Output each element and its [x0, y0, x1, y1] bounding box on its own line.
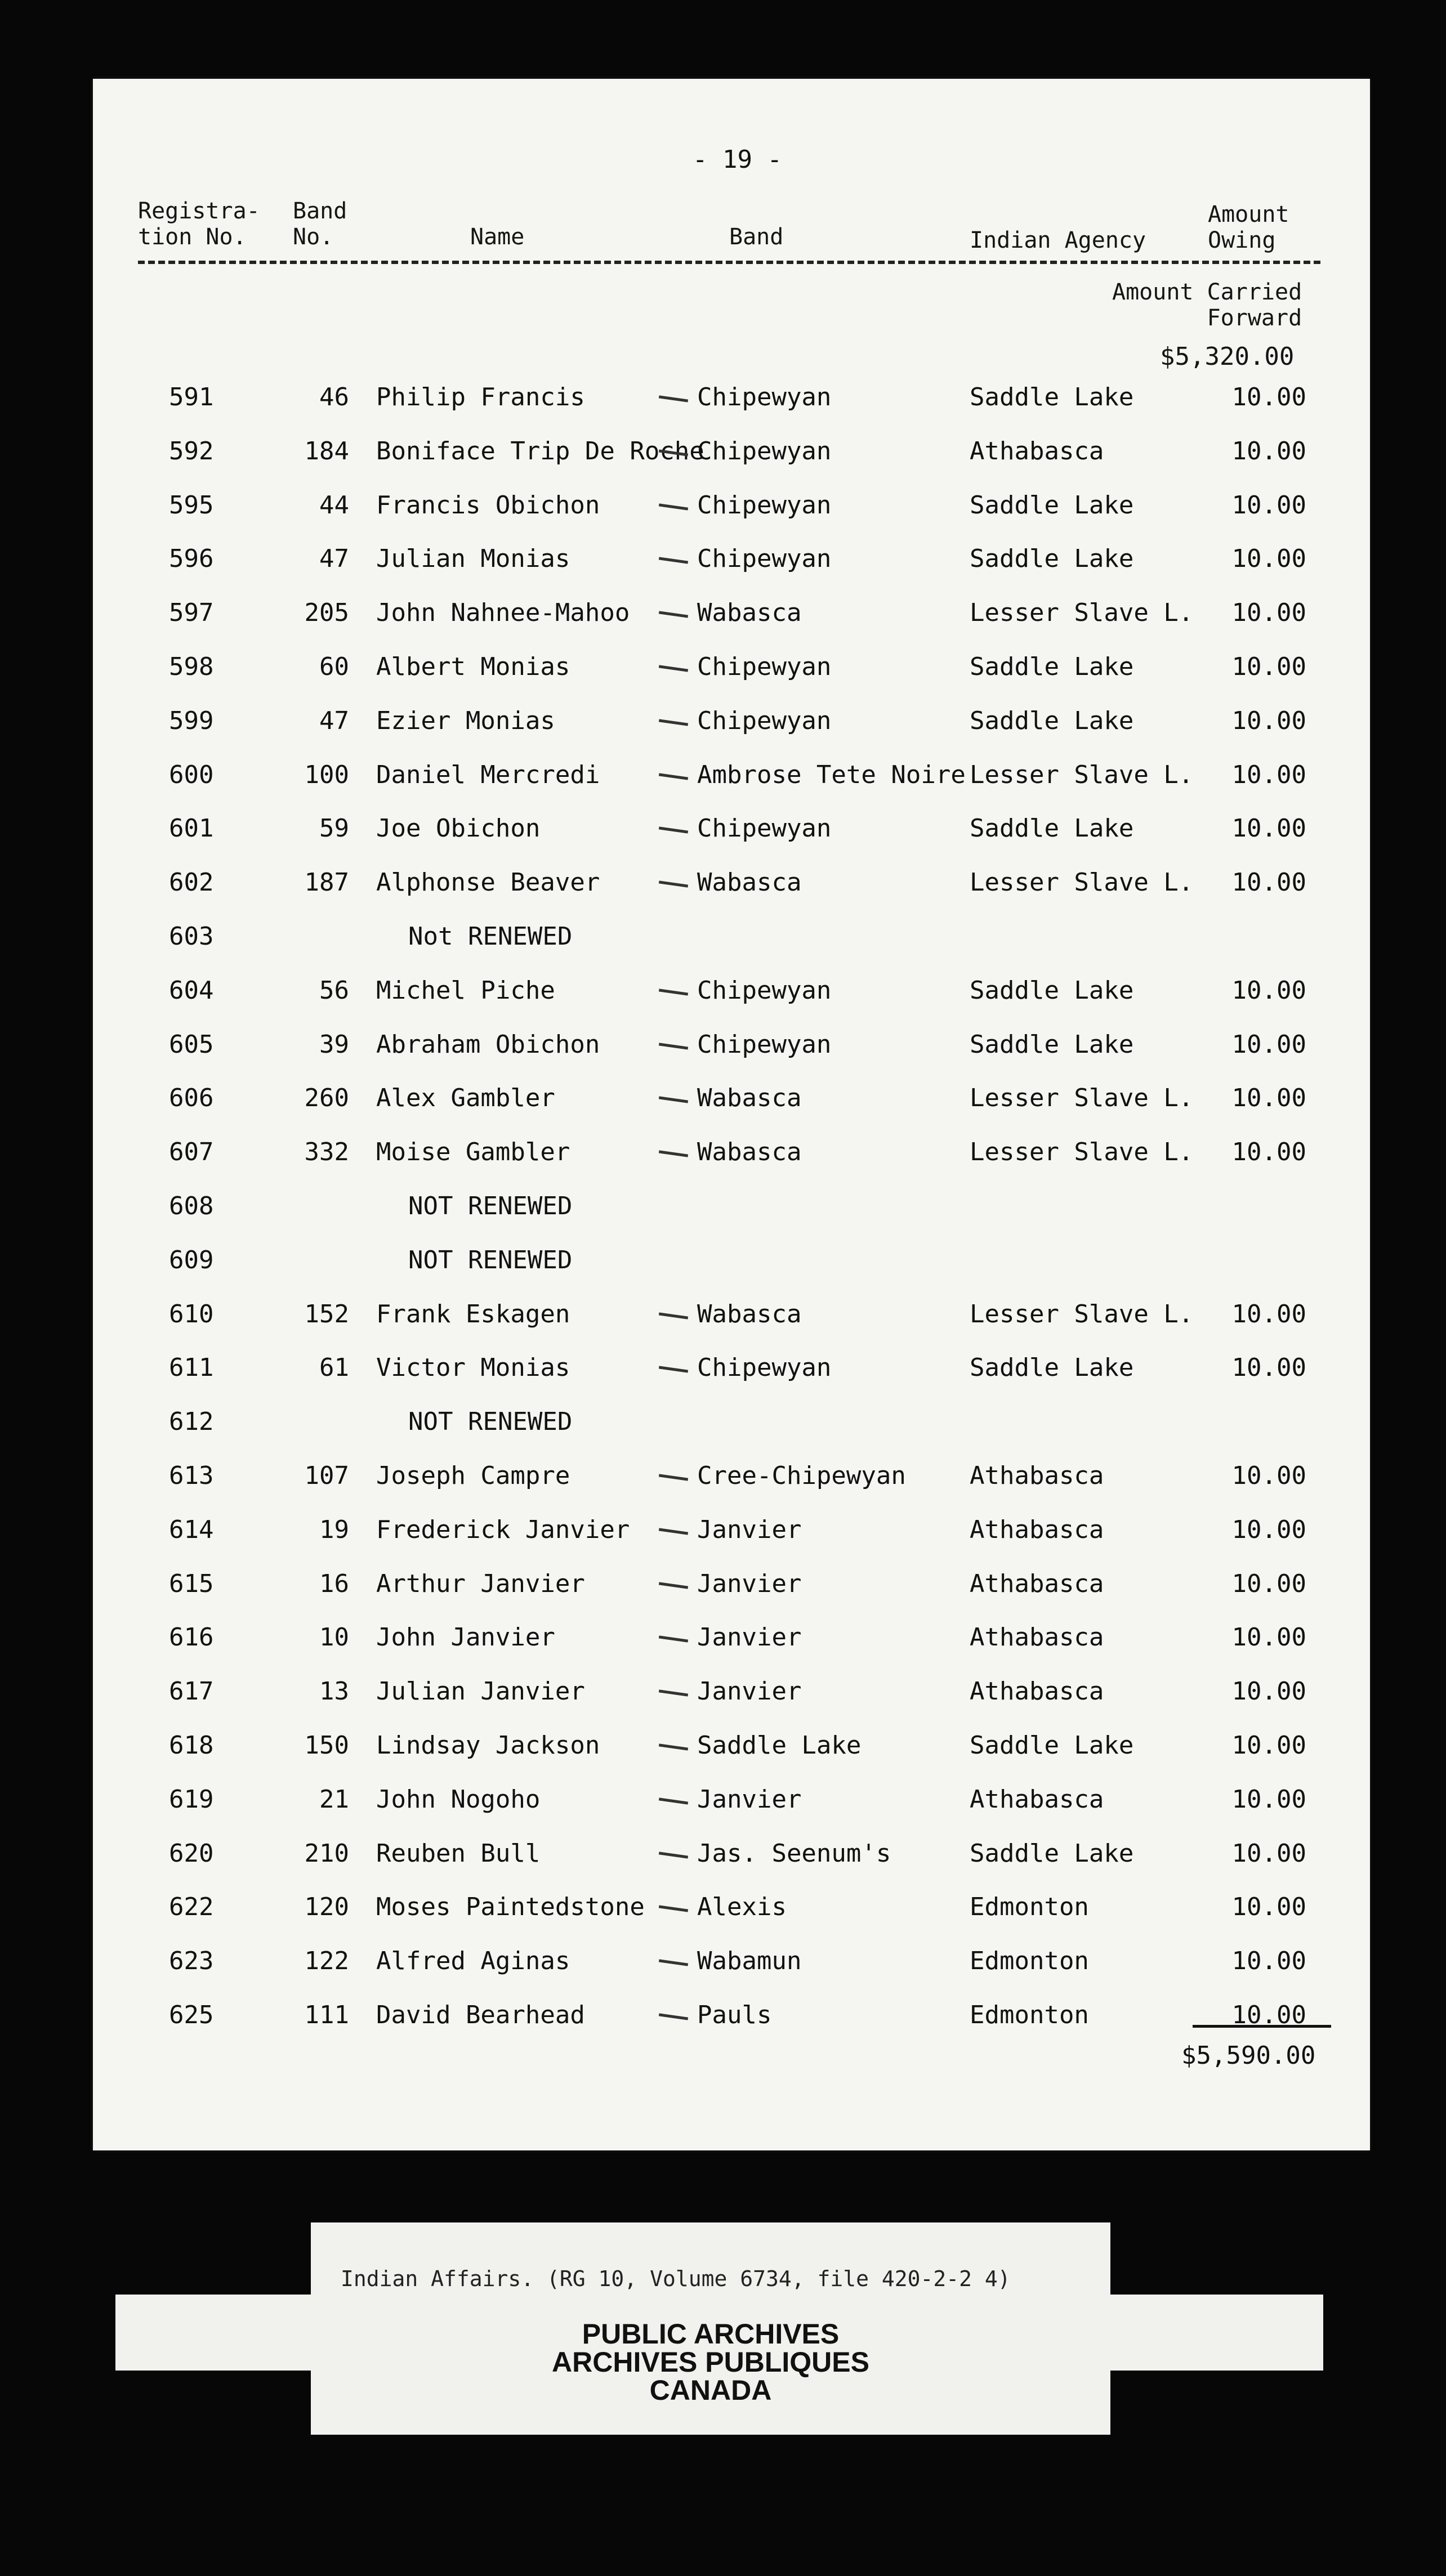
registration-no-cell: 610	[169, 1300, 214, 1329]
amount-cell: 10.00	[1231, 1947, 1306, 1975]
band-cell: Ambrose Tete Noire	[697, 761, 966, 789]
band-no-cell: 16	[319, 1569, 349, 1598]
agency-cell: Edmonton	[970, 1893, 1089, 1921]
table-row	[0, 706, 1446, 740]
page-number: - 19 -	[693, 145, 782, 174]
amount-cell: 10.00	[1231, 868, 1306, 897]
check-mark	[659, 395, 688, 402]
check-mark	[659, 773, 688, 780]
archive-line-2: ARCHIVES PUBLIQUES	[552, 2346, 869, 2378]
registration-no-cell: 598	[169, 652, 214, 681]
band-cell: Wabasca	[697, 1084, 802, 1112]
check-mark	[659, 1043, 688, 1049]
table-row	[0, 868, 1446, 902]
agency-cell: Saddle Lake	[970, 491, 1134, 520]
table-row	[0, 761, 1446, 794]
name-cell: Julian Janvier	[376, 1677, 585, 1706]
check-mark	[659, 1312, 688, 1319]
amount-cell: 10.00	[1231, 1461, 1306, 1490]
name-cell: Arthur Janvier	[376, 1569, 585, 1598]
band-cell: Chipewyan	[697, 814, 832, 843]
check-mark	[659, 1635, 688, 1642]
amount-cell: 10.00	[1231, 1839, 1306, 1868]
name-cell: Joseph Campre	[376, 1461, 570, 1490]
check-mark	[659, 1096, 688, 1103]
total-amount: $5,590.00	[1181, 2041, 1316, 2070]
agency-cell: Saddle Lake	[970, 544, 1134, 573]
band-no-cell: 21	[319, 1785, 349, 1814]
table-row	[0, 1353, 1446, 1387]
table-row	[0, 1030, 1446, 1064]
table-row	[0, 1084, 1446, 1117]
agency-cell: Athabasca	[970, 437, 1104, 466]
band-cell: Wabasca	[697, 868, 802, 897]
amount-cell: 10.00	[1231, 1030, 1306, 1059]
agency-cell: Athabasca	[970, 1569, 1104, 1598]
registration-no-cell: 613	[169, 1461, 214, 1490]
archive-citation: Indian Affairs. (RG 10, Volume 6734, file 420-2-2 4)	[341, 2266, 1011, 2291]
band-no-cell: 210	[304, 1839, 349, 1868]
check-mark	[659, 2013, 688, 2020]
total-rule	[1193, 2025, 1331, 2028]
table-row	[0, 976, 1446, 1010]
archive-line-1: PUBLIC ARCHIVES	[582, 2318, 840, 2350]
band-no-cell: 13	[319, 1677, 349, 1706]
name-cell: John Nogoho	[376, 1785, 541, 1814]
name-cell: Reuben Bull	[376, 1839, 541, 1868]
agency-cell: Saddle Lake	[970, 1353, 1134, 1382]
name-cell: John Nahnee-Mahoo	[376, 598, 630, 627]
registration-no-cell: 606	[169, 1084, 214, 1112]
check-mark	[659, 1959, 688, 1966]
band-cell: Chipewyan	[697, 1353, 832, 1382]
registration-no-cell: 617	[169, 1677, 214, 1706]
amount-cell: 10.00	[1231, 1785, 1306, 1814]
name-cell: Frank Eskagen	[376, 1300, 570, 1329]
check-mark	[659, 1905, 688, 1912]
band-no-cell: 205	[304, 598, 349, 627]
amount-cell: 10.00	[1231, 706, 1306, 735]
agency-cell: Saddle Lake	[970, 976, 1134, 1005]
table-row	[0, 544, 1446, 578]
table-row	[0, 1893, 1446, 1926]
name-cell: Victor Monias	[376, 1353, 570, 1382]
table-row	[0, 1677, 1446, 1711]
header-name: Name	[470, 224, 525, 250]
band-no-cell: 39	[319, 1030, 349, 1059]
name-cell: Lindsay Jackson	[376, 1731, 600, 1760]
band-cell: Saddle Lake	[697, 1731, 862, 1760]
amount-cell: 10.00	[1231, 1677, 1306, 1706]
check-mark	[659, 557, 688, 564]
band-no-cell: 47	[319, 706, 349, 735]
agency-cell: Edmonton	[970, 2001, 1089, 2029]
amount-cell: 10.00	[1231, 1731, 1306, 1760]
band-no-cell: 47	[319, 544, 349, 573]
check-mark	[659, 880, 688, 887]
carried-forward-amount: $5,320.00	[1160, 342, 1295, 371]
band-no-cell: 332	[304, 1138, 349, 1166]
band-no-cell: 10	[319, 1623, 349, 1652]
name-cell: Alfred Aginas	[376, 1947, 570, 1975]
table-row	[0, 383, 1446, 417]
amount-cell: 10.00	[1231, 544, 1306, 573]
band-cell: Chipewyan	[697, 652, 832, 681]
amount-cell: 10.00	[1231, 1300, 1306, 1329]
agency-cell: Athabasca	[970, 1623, 1104, 1652]
name-cell: Joe Obichon	[376, 814, 541, 843]
amount-cell: 10.00	[1231, 491, 1306, 520]
registration-no-cell: 607	[169, 1138, 214, 1166]
amount-cell: 10.00	[1231, 2001, 1306, 2029]
registration-no-cell: 602	[169, 868, 214, 897]
agency-cell: Saddle Lake	[970, 1030, 1134, 1059]
band-cell: Janvier	[697, 1623, 802, 1652]
name-cell: Frederick Janvier	[376, 1515, 630, 1544]
name-cell: Philip Francis	[376, 383, 585, 412]
registration-no-cell: 612	[169, 1407, 214, 1436]
band-no-cell: 111	[304, 2001, 349, 2029]
registration-no-cell: 601	[169, 814, 214, 843]
registration-no-cell: 625	[169, 2001, 214, 2029]
table-row	[0, 491, 1446, 525]
registration-no-cell: 604	[169, 976, 214, 1005]
registration-no-cell: 622	[169, 1893, 214, 1921]
table-row	[0, 1731, 1446, 1765]
table-row	[0, 1515, 1446, 1549]
band-no-cell: 260	[304, 1084, 349, 1112]
band-cell: Chipewyan	[697, 1030, 832, 1059]
not-renewed-note: NOT RENEWED	[408, 1192, 573, 1220]
band-cell: Chipewyan	[697, 383, 832, 412]
agency-cell: Lesser Slave L.	[970, 1084, 1194, 1112]
amount-cell: 10.00	[1231, 652, 1306, 681]
registration-no-cell: 618	[169, 1731, 214, 1760]
name-cell: Daniel Mercredi	[376, 761, 600, 789]
table-row	[0, 1569, 1446, 1603]
check-mark	[659, 1150, 688, 1157]
amount-cell: 10.00	[1231, 976, 1306, 1005]
band-no-cell: 56	[319, 976, 349, 1005]
check-mark	[659, 719, 688, 726]
band-cell: Wabamun	[697, 1947, 802, 1975]
check-mark	[659, 1797, 688, 1804]
registration-no-cell: 616	[169, 1623, 214, 1652]
amount-cell: 10.00	[1231, 383, 1306, 412]
band-cell: Alexis	[697, 1893, 787, 1921]
band-no-cell: 120	[304, 1893, 349, 1921]
band-cell: Cree-Chipewyan	[697, 1461, 906, 1490]
registration-no-cell: 592	[169, 437, 214, 466]
amount-cell: 10.00	[1231, 1893, 1306, 1921]
agency-cell: Saddle Lake	[970, 383, 1134, 412]
registration-no-cell: 591	[169, 383, 214, 412]
archive-line-3: CANADA	[649, 2374, 772, 2406]
table-row	[0, 1623, 1446, 1657]
not-renewed-note: Not RENEWED	[408, 922, 573, 951]
agency-cell: Athabasca	[970, 1785, 1104, 1814]
amount-cell: 10.00	[1231, 1515, 1306, 1544]
agency-cell: Edmonton	[970, 1947, 1089, 1975]
band-no-cell: 60	[319, 652, 349, 681]
band-no-cell: 187	[304, 868, 349, 897]
table-row	[0, 922, 1446, 956]
check-mark	[659, 665, 688, 672]
name-cell: Abraham Obichon	[376, 1030, 600, 1059]
band-no-cell: 59	[319, 814, 349, 843]
table-row	[0, 437, 1446, 471]
name-cell: Michel Piche	[376, 976, 555, 1005]
table-row	[0, 1785, 1446, 1819]
table-row	[0, 598, 1446, 632]
agency-cell: Athabasca	[970, 1677, 1104, 1706]
name-cell: Alex Gambler	[376, 1084, 555, 1112]
check-mark	[659, 611, 688, 618]
band-no-cell: 184	[304, 437, 349, 466]
header-amount-owing: Amount Owing	[1208, 202, 1289, 253]
table-row	[0, 1461, 1446, 1495]
registration-no-cell: 609	[169, 1246, 214, 1274]
registration-no-cell: 597	[169, 598, 214, 627]
band-cell: Janvier	[697, 1677, 802, 1706]
agency-cell: Lesser Slave L.	[970, 598, 1194, 627]
name-cell: Moise Gambler	[376, 1138, 570, 1166]
header-indian-agency: Indian Agency	[970, 227, 1146, 253]
name-cell: Ezier Monias	[376, 706, 555, 735]
name-cell: John Janvier	[376, 1623, 555, 1652]
registration-no-cell: 615	[169, 1569, 214, 1598]
check-mark	[659, 1528, 688, 1535]
agency-cell: Saddle Lake	[970, 652, 1134, 681]
agency-cell: Saddle Lake	[970, 706, 1134, 735]
registration-no-cell: 605	[169, 1030, 214, 1059]
agency-cell: Lesser Slave L.	[970, 1300, 1194, 1329]
table-row	[0, 1246, 1446, 1280]
name-cell: Alphonse Beaver	[376, 868, 600, 897]
check-mark	[659, 989, 688, 995]
table-row	[0, 814, 1446, 848]
band-cell: Wabasca	[697, 1138, 802, 1166]
band-cell: Chipewyan	[697, 976, 832, 1005]
band-cell: Wabasca	[697, 1300, 802, 1329]
agency-cell: Saddle Lake	[970, 1839, 1134, 1868]
registration-no-cell: 619	[169, 1785, 214, 1814]
amount-cell: 10.00	[1231, 437, 1306, 466]
header-registration-no: Registra- tion No.	[138, 198, 260, 250]
registration-no-cell: 614	[169, 1515, 214, 1544]
name-cell: David Bearhead	[376, 2001, 585, 2029]
registration-no-cell: 595	[169, 491, 214, 520]
table-row	[0, 1192, 1446, 1226]
agency-cell: Athabasca	[970, 1515, 1104, 1544]
amount-cell: 10.00	[1231, 761, 1306, 789]
agency-cell: Lesser Slave L.	[970, 1138, 1194, 1166]
band-cell: Chipewyan	[697, 706, 832, 735]
table-row	[0, 1947, 1446, 1980]
agency-cell: Athabasca	[970, 1461, 1104, 1490]
band-cell: Chipewyan	[697, 491, 832, 520]
band-cell: Wabasca	[697, 598, 802, 627]
registration-no-cell: 599	[169, 706, 214, 735]
table-row	[0, 652, 1446, 686]
table-row	[0, 1138, 1446, 1171]
amount-cell: 10.00	[1231, 814, 1306, 843]
registration-no-cell: 596	[169, 544, 214, 573]
band-no-cell: 44	[319, 491, 349, 520]
registration-no-cell: 620	[169, 1839, 214, 1868]
name-cell: Albert Monias	[376, 652, 570, 681]
band-no-cell: 61	[319, 1353, 349, 1382]
not-renewed-note: NOT RENEWED	[408, 1407, 573, 1436]
band-no-cell: 150	[304, 1731, 349, 1760]
band-cell: Janvier	[697, 1569, 802, 1598]
check-mark	[659, 503, 688, 510]
band-no-cell: 46	[319, 383, 349, 412]
header-band: Band	[729, 224, 784, 250]
band-no-cell: 122	[304, 1947, 349, 1975]
amount-cell: 10.00	[1231, 598, 1306, 627]
agency-cell: Lesser Slave L.	[970, 761, 1194, 789]
check-mark	[659, 1743, 688, 1750]
not-renewed-note: NOT RENEWED	[408, 1246, 573, 1274]
registration-no-cell: 600	[169, 761, 214, 789]
amount-cell: 10.00	[1231, 1138, 1306, 1166]
band-cell: Chipewyan	[697, 544, 832, 573]
check-mark	[659, 1366, 688, 1372]
band-no-cell: 100	[304, 761, 349, 789]
table-row	[0, 1300, 1446, 1334]
band-no-cell: 19	[319, 1515, 349, 1544]
header-band-no: Band No.	[293, 198, 347, 250]
check-mark	[659, 826, 688, 833]
band-cell: Janvier	[697, 1785, 802, 1814]
band-cell: Chipewyan	[697, 437, 832, 466]
name-cell: Moses Paintedstone	[376, 1893, 645, 1921]
check-mark	[659, 1689, 688, 1696]
name-cell: Boniface Trip De Roche	[376, 437, 704, 466]
table-row	[0, 2001, 1446, 2034]
band-no-cell: 107	[304, 1461, 349, 1490]
registration-no-cell: 623	[169, 1947, 214, 1975]
amount-cell: 10.00	[1231, 1623, 1306, 1652]
registration-no-cell: 608	[169, 1192, 214, 1220]
agency-cell: Saddle Lake	[970, 814, 1134, 843]
band-cell: Janvier	[697, 1515, 802, 1544]
check-mark	[659, 1852, 688, 1858]
agency-cell: Lesser Slave L.	[970, 868, 1194, 897]
registration-no-cell: 603	[169, 922, 214, 951]
band-no-cell: 152	[304, 1300, 349, 1329]
table-row	[0, 1839, 1446, 1873]
check-mark	[659, 1474, 688, 1481]
amount-cell: 10.00	[1231, 1353, 1306, 1382]
check-mark	[659, 1582, 688, 1589]
name-cell: Julian Monias	[376, 544, 570, 573]
name-cell: Francis Obichon	[376, 491, 600, 520]
amount-cell: 10.00	[1231, 1569, 1306, 1598]
table-row	[0, 1407, 1446, 1441]
band-cell: Jas. Seenum's	[697, 1839, 891, 1868]
amount-cell: 10.00	[1231, 1084, 1306, 1112]
band-cell: Pauls	[697, 2001, 772, 2029]
registration-no-cell: 611	[169, 1353, 214, 1382]
agency-cell: Saddle Lake	[970, 1731, 1134, 1760]
carried-forward-label: Amount Carried Forward	[1112, 279, 1302, 331]
